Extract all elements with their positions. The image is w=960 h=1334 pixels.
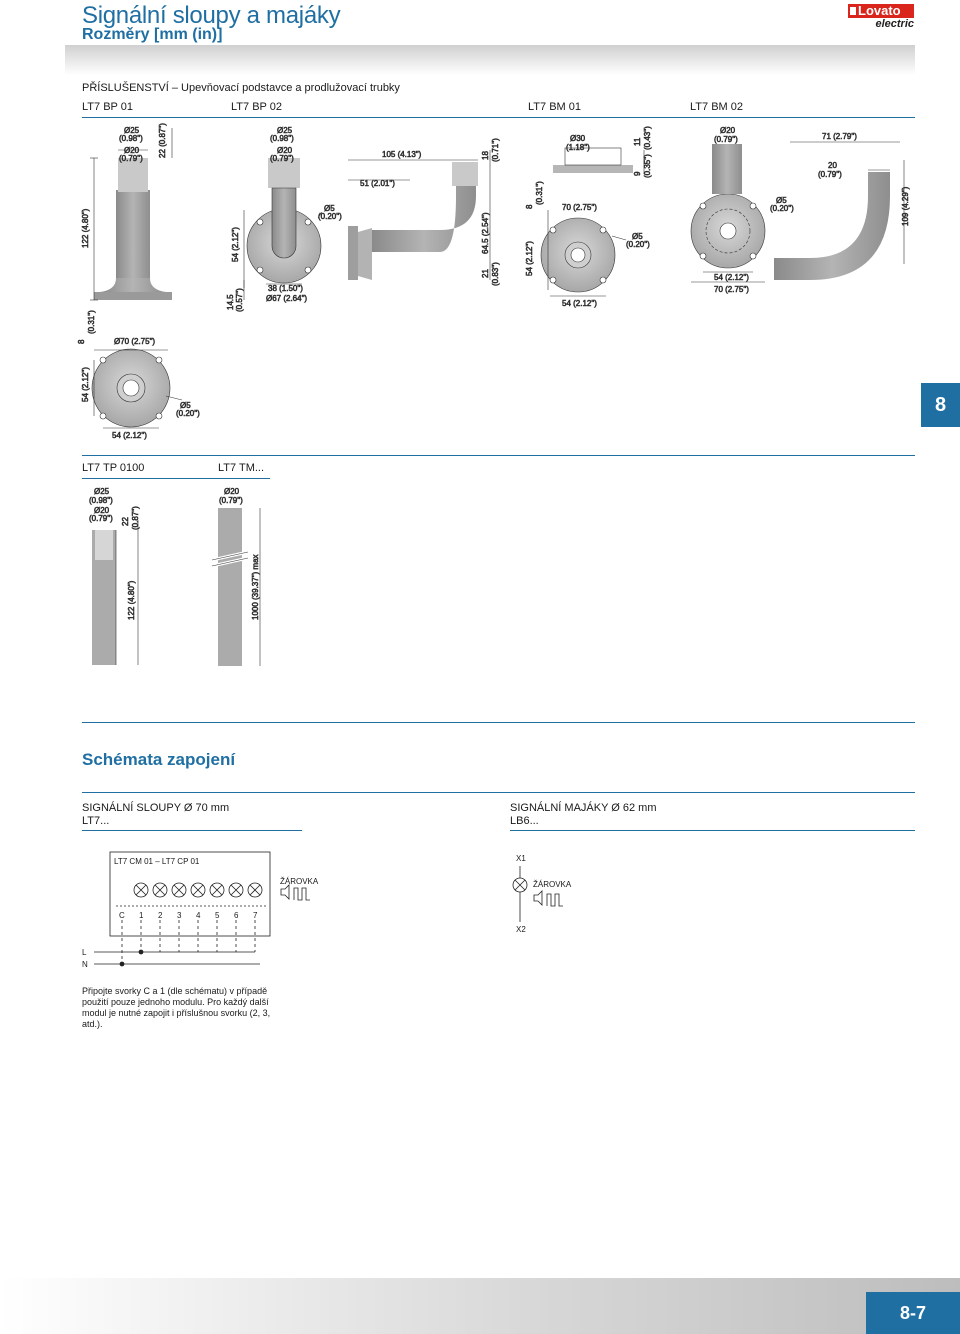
bp01-top-view	[92, 349, 182, 428]
tm-d20: Ø20	[224, 487, 240, 496]
bracket-h18in: (0.71")	[491, 138, 500, 162]
tp0100-d25in: (0.98")	[89, 496, 113, 505]
bm01-w54: 54 (2.12")	[562, 299, 597, 308]
bm01-h11: 11	[633, 137, 642, 146]
bm02-d20: Ø20	[720, 126, 736, 135]
page-number: 8-7	[866, 1292, 960, 1334]
page-title: Signální sloupy a majáky	[82, 2, 341, 29]
wiring-right-model: LB6...	[510, 815, 539, 827]
terminal-2: 2	[158, 911, 163, 920]
model-lt7-bm02: LT7 BM 02	[690, 101, 743, 113]
bm01-d70: 70 (2.75")	[562, 203, 597, 212]
model-lt7-bm01: LT7 BM 01	[528, 101, 581, 113]
bm01-h8: 8	[525, 204, 534, 209]
tm-d20in: (0.79")	[219, 496, 243, 505]
bp02-drawing	[244, 158, 322, 300]
lamp-row	[134, 883, 262, 897]
bracket-w105: 105 (4.13")	[382, 150, 422, 159]
bp02-h145: 14.5	[226, 294, 235, 310]
beacon-lamp-icon	[513, 878, 527, 892]
bm01-d30: Ø30	[570, 134, 586, 143]
wiring-right-title: SIGNÁLNÍ MAJÁKY Ø 62 mm	[510, 802, 657, 814]
section-rule-3	[82, 478, 270, 479]
line-l-label: L	[82, 948, 87, 957]
section-rule-7	[510, 830, 915, 831]
bm01-h9: 9	[633, 171, 642, 176]
x2-label: X2	[516, 925, 526, 934]
beacon-buzzer-icon	[534, 891, 563, 906]
logo-subtext: electric	[875, 18, 914, 30]
footer-band	[0, 1278, 960, 1334]
terminal-wires	[122, 920, 255, 964]
bp01-d20in: (0.79")	[119, 154, 143, 163]
bp01-h8: 8	[77, 339, 86, 344]
bracket-h21: 21	[481, 269, 490, 278]
tp0100-h22: 22	[121, 517, 130, 526]
bp02-d5: Ø5	[324, 204, 335, 213]
bm02-d5: Ø5	[776, 196, 787, 205]
bp02-d25in: (0.98")	[270, 134, 294, 143]
bp01-w54: 54 (2.12")	[112, 431, 147, 440]
bracket-h21in: (0.83")	[491, 262, 500, 286]
accessories-heading: PŘÍSLUŠENSTVÍ – Upevňovací podstavce a prodlužovací trubky	[82, 82, 400, 94]
section-tab-8: 8	[921, 383, 960, 427]
bracket-h18: 18	[481, 151, 490, 160]
bp01-h8in: (0.31")	[87, 310, 96, 334]
bp02-d5in: (0.20")	[318, 212, 342, 221]
bp02-d38: 38 (1.50")	[268, 284, 303, 293]
model-lt7-bp02: LT7 BP 02	[231, 101, 282, 113]
terminal-3: 3	[177, 911, 182, 920]
bm02-w70: 70 (2.75")	[714, 285, 749, 294]
terminal-4: 4	[196, 911, 201, 920]
tp0100-d20: Ø20	[94, 506, 110, 515]
bracket-w51: 51 (2.01")	[360, 179, 395, 188]
x1-label: X1	[516, 854, 526, 863]
bp01-d70: Ø70 (2.75")	[114, 337, 156, 346]
terminal-c: C	[119, 911, 125, 920]
model-lt7-tm: LT7 TM...	[218, 462, 265, 474]
bm01-d30in: (1.18")	[566, 143, 590, 152]
buzzer-label: ŽÁROVKA	[280, 877, 319, 886]
bp01-d25in: (0.98")	[119, 134, 143, 143]
wiring-left-title: SIGNÁLNÍ SLOUPY Ø 70 mm	[82, 802, 230, 814]
bp02-d20: Ø20	[277, 146, 293, 155]
buzzer-icon	[281, 885, 310, 900]
logo-text: Lovato	[858, 3, 901, 18]
page-subtitle: Rozměry [mm (in)]	[82, 26, 223, 43]
section-rule-5	[82, 792, 915, 793]
bp02-h145in: (0.57")	[235, 288, 244, 312]
terminal-6: 6	[234, 911, 239, 920]
model-lt7-bp01: LT7 BP 01	[82, 101, 133, 113]
bm02-d5in: (0.20")	[770, 204, 794, 213]
bm01-h11in: (0.43")	[643, 126, 652, 150]
beacon-buzzer-label: ŽÁROVKA	[533, 880, 572, 889]
bp02-d25: Ø25	[277, 126, 293, 135]
terminal-5: 5	[215, 911, 220, 920]
section-rule-6	[82, 830, 302, 831]
wiring-diagrams	[0, 840, 960, 980]
terminal-1: 1	[139, 911, 144, 920]
bm02-h109: 109 (4.29")	[901, 186, 910, 226]
tp0100-d20in: (0.79")	[89, 514, 113, 523]
bm02-w20: 20	[828, 161, 837, 170]
bm01-d5: Ø5	[632, 232, 643, 241]
tp0100-d25: Ø25	[94, 487, 110, 496]
tm-h1000: 1000 (39.37") max	[251, 554, 260, 620]
wiring-section-title: Schémata zapojení	[82, 750, 236, 769]
tp0100-h22in: (0.87")	[131, 506, 140, 530]
bm01-h9in: (0.35")	[643, 154, 652, 178]
line-n-label: N	[82, 960, 88, 969]
section-rule-2	[82, 455, 915, 456]
bp02-d20in: (0.79")	[270, 154, 294, 163]
bm01-h54: 54 (2.12")	[525, 241, 534, 276]
bp02-h54: 54 (2.12")	[231, 227, 240, 262]
bm02-w54: 54 (2.12")	[714, 273, 749, 282]
wiring-left-model: LT7...	[82, 815, 110, 827]
model-lt7-tp0100: LT7 TP 0100	[82, 462, 145, 474]
bracket-drawing	[348, 150, 490, 280]
bm02-d20in: (0.79")	[714, 135, 738, 144]
bp01-h54: 54 (2.12")	[81, 367, 90, 402]
bm02-w71: 71 (2.79")	[822, 132, 857, 141]
bm01-h8in: (0.31")	[535, 181, 544, 205]
module-label: LT7 CM 01 – LT7 CP 01	[114, 857, 200, 866]
bp02-d67: Ø67 (2.64")	[266, 294, 308, 303]
bp01-d25: Ø25	[124, 126, 140, 135]
bp01-h122: 122 (4.80")	[81, 208, 90, 248]
bp01-d20: Ø20	[124, 146, 140, 155]
bm02-w20in: (0.79")	[818, 170, 842, 179]
bp01-d5in: (0.20")	[176, 409, 200, 418]
terminal-7: 7	[253, 911, 258, 920]
bm01-d5in: (0.20")	[626, 240, 650, 249]
bm02-drawing	[691, 142, 904, 282]
bm01-drawing	[541, 148, 644, 296]
bp01-d5: Ø5	[180, 401, 191, 410]
bracket-h645: 64.5 (2.54")	[481, 212, 490, 254]
bp01-h22: 22 (0.87")	[158, 123, 167, 158]
tp0100-h122: 122 (4.80")	[127, 580, 136, 620]
wiring-note: Připojte svorky C a 1 (dle schématu) v případě použití pouze jednoho modulu. Pro každý další modul je nutné zapojit i příslušnou svorku (2, 3, atd.).	[82, 986, 271, 1029]
section-rule-4	[82, 722, 915, 723]
